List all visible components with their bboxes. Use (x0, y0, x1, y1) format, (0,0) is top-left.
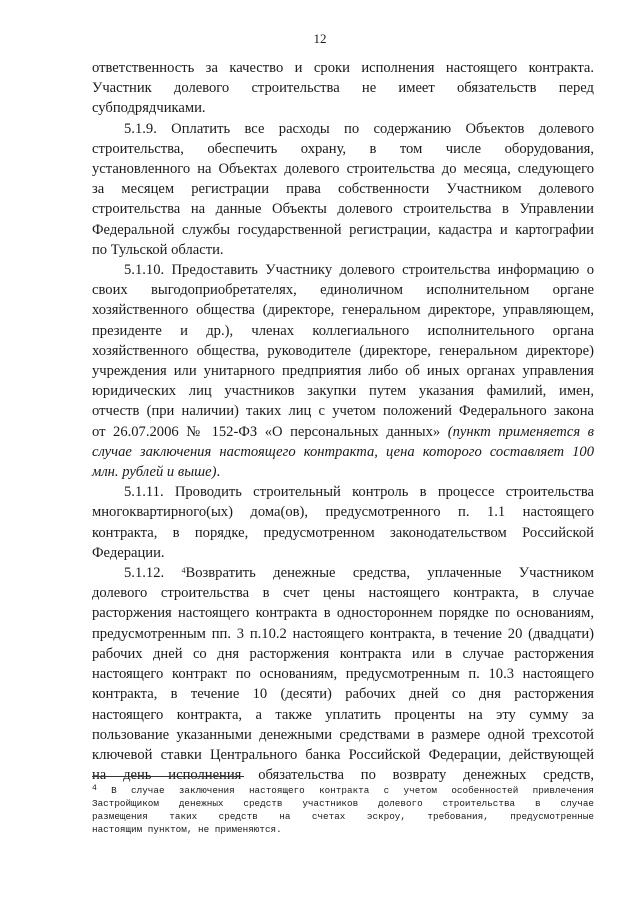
text-line: Участник долевого строительства не имеет обязательств перед (92, 80, 594, 97)
text-line: отчеств (при наличии) таких лиц с учетом положений Федерального закона (92, 403, 594, 420)
text-line: за месяцем регистрации права собственности Участником долевого (92, 181, 594, 198)
footnote-line: размещения таких средств на счетах эскроу, требования, предусмотренные (92, 811, 594, 822)
text-segment: Возвратить денежные средства, уплаченные Участником (185, 565, 595, 582)
text-line: 5.1.11. Проводить строительный контроль в процессе строительства (124, 484, 594, 501)
text-line: многоквартирного(ых) дома(ов), предусмотренного п. 1.1 настоящего (92, 504, 594, 521)
text-line: контракта, в порядке, предусмотренном законодательством Российской (92, 524, 594, 541)
text-line: настоящего контракт по основаниям, предусмотренным п. 10.3 настоящего (92, 666, 594, 683)
text-line: Федерации. (92, 544, 165, 561)
document-body (92, 58, 594, 785)
text-line: 5.1.9. Оплатить все расходы по содержанию Объектов долевого (124, 120, 594, 137)
text-line: субподрядчиками. (92, 100, 206, 117)
text-line: Федеральной службы государственной регистрации, кадастра и картографии (92, 221, 594, 238)
italic-note: (пункт применяется в (440, 423, 594, 440)
text-segment: от 26.07.2006 № 152-ФЗ «О персональных данных» (92, 423, 441, 440)
footnote-line: настоящим пунктом, не применяются. (92, 824, 282, 835)
text-line: рабочих дней со дня расторжения контракта или в случае расторжения (92, 645, 594, 662)
text-segment: В случае заключения настоящего контракта с учетом особенностей привлечения (96, 785, 594, 796)
paragraph-continuation (92, 58, 594, 119)
text-line: хозяйственного общества, руководителе (директоре, генеральном директоре) (92, 342, 594, 359)
text-line: своих выгодоприобретателях, единоличном исполнительном органе (92, 282, 594, 299)
italic-note: млн. рублей и выше) (92, 464, 217, 481)
text-line: ключевой ставки Центрального банка Российской Федерации, действующей (92, 746, 594, 763)
text-line (92, 563, 594, 583)
text-line: строительства на данные Объекты долевого строительства в Управлении (92, 201, 594, 218)
text-line: президенте и др.), членах коллегиального исполнительного органа (92, 322, 594, 339)
text-line: учреждения или унитарного предприятия либо об иных органах управления (92, 363, 594, 380)
footnote-reference[interactable]: 4 (181, 566, 186, 576)
text-line: ответственность за качество и сроки исполнения настоящего контракта. (92, 60, 594, 76)
text-line (92, 462, 594, 482)
text-line (92, 442, 594, 462)
footnote-divider (92, 776, 244, 777)
clause-5-1-12 (92, 563, 594, 785)
text-line: контракта, в течение 10 (десяти) рабочих дней со дня расторжения (92, 686, 594, 703)
footnote-line: Застройщиком денежных средств участников долевого строительства в случае (92, 798, 594, 809)
text-line: на день исполнения обязательства по возврату денежных средств, (92, 767, 594, 784)
text-line: установленного на Объектах долевого строительства до месяца, следующего (92, 161, 594, 178)
text-line (92, 422, 594, 442)
text-line: долевого строительства в счет цены настоящего контракта, в случае (92, 585, 594, 602)
text-segment: . (216, 464, 221, 481)
text-line: предусмотренным пп. 3 п.10.2 настоящего контракта, в течение 20 (двадцати) (92, 625, 594, 642)
text-line: по Тульской области. (92, 241, 224, 258)
text-line: настоящего контракта, а также уплатить проценты на эту сумму за (92, 706, 594, 723)
text-line: строительства, обеспечить охрану, в том числе оборудования, (92, 140, 594, 157)
text-line: расторжения настоящего контракта в одностороннем порядке по основаниям, (92, 605, 594, 622)
clause-5-1-9 (92, 119, 594, 260)
clause-5-1-11 (92, 482, 594, 563)
clause-number: 5.1.12. (124, 565, 182, 582)
footnote (92, 784, 594, 836)
footnote-line (92, 784, 594, 797)
footnote-number: 4 (92, 784, 97, 793)
text-line: хозяйственного общества (директоре, генеральном директоре, управляющем, (92, 302, 594, 319)
clause-5-1-10 (92, 260, 594, 482)
page-number: 12 (313, 31, 327, 46)
italic-note: случае заключения настоящего контракта, цена которого составляет 100 (92, 443, 594, 460)
text-line: пользование указанными денежными средствами в размере одной трехсотой (92, 726, 594, 743)
text-line: 5.1.10. Предоставить Участнику долевого строительства информацию о (124, 262, 594, 279)
text-line: юридических лиц участников закупки путем указания фамилий, имен, (92, 383, 594, 400)
